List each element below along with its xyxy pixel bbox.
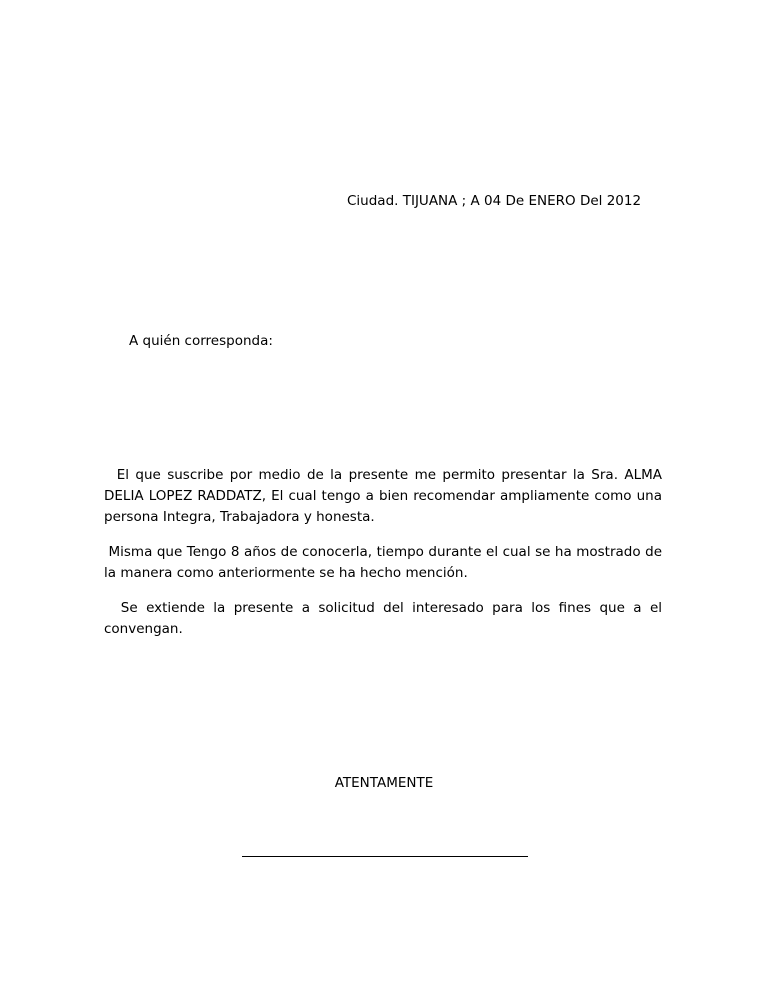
letter-body [104, 465, 662, 654]
paragraph-purpose-text: Se extiende la presente a solicitud del interesado para los fines que a el convengan. [104, 600, 662, 637]
closing-text: ATENTAMENTE [334, 775, 434, 791]
date-line: Ciudad. TIJUANA ; A 04 De ENERO Del 2012 [347, 193, 642, 209]
closing [0, 775, 768, 791]
paragraph-acquaintance-text: Misma que Tengo 8 años de conocerla, tiempo durante el cual se ha mostrado de la manera como anteriormente se ha hecho mención. [104, 544, 662, 581]
paragraph-purpose [104, 598, 662, 640]
signature-line [242, 856, 528, 857]
paragraph-introduction-text: El que suscribe por medio de la presente me permito presentar la Sra. ALMA DELIA LOPEZ RADDATZ, El cual tengo a bien recomendar ampliamente como una persona Integra, Trabajadora y honesta. [104, 467, 662, 525]
paragraph-acquaintance [104, 542, 662, 584]
paragraph-introduction [104, 465, 662, 528]
salutation: A quién corresponda: [129, 333, 273, 349]
